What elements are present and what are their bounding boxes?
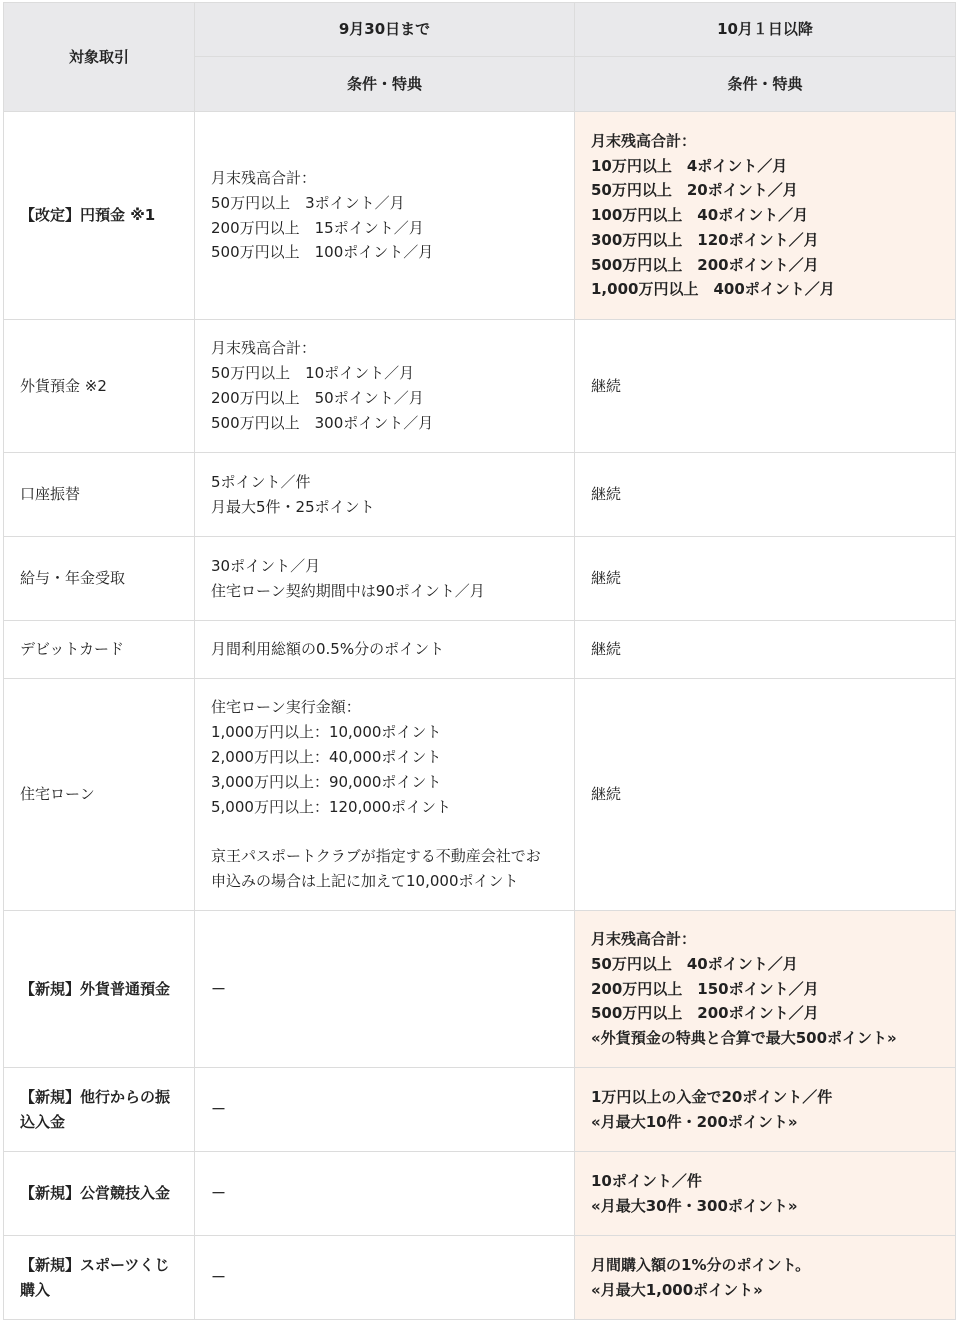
table-row [4,679,956,911]
table-row [4,1236,956,1320]
row-before-yen-deposit: 月末残高合計： 50万円以上 3ポイント／月 200万円以上 15ポイント／月 500万円以上 100ポイント／月 [195,112,575,320]
row-name-mortgage: 住宅ローン [4,679,195,911]
row-name-sports-lottery: 【新規】スポーツくじ 購入 [4,1236,195,1320]
row-after-fx-deposit: 継続 [575,320,956,453]
row-before-fx-deposit: 月末残高合計： 50万円以上 10ポイント／月 200万円以上 50ポイント／月 500万円以上 300ポイント／月 [195,320,575,453]
row-after-debit: 継続 [575,621,956,679]
row-before-mortgage: 住宅ローン実行金額： 1,000万円以上：10,000ポイント 2,000万円以上：40,000ポイント 3,000万円以上：90,000ポイント 5,000万円以上：120,000ポイント 京王パスポートクラブが指定する不動産会社でお 申込みの場合は上記に加えて10,000ポイント [195,679,575,911]
row-after-incoming-transfer: 1万円以上の入金で20ポイント／件 «月最大10件・200ポイント» [575,1068,956,1152]
row-name-incoming-transfer: 【新規】他行からの振 込入金 [4,1068,195,1152]
table-row [4,320,956,453]
header-cond-after: 条件・特典 [575,57,956,112]
row-name-yen-deposit: 【改定】円預金 ※1 [4,112,195,320]
table-row [4,911,956,1068]
row-name-public-race: 【新規】公営競技入金 [4,1152,195,1236]
row-name-debit: デビットカード [4,621,195,679]
row-before-public-race: － [195,1152,575,1236]
header-before: 9月30日まで [195,3,575,57]
row-after-transfer: 継続 [575,453,956,537]
row-after-yen-deposit: 月末残高合計： 10万円以上 4ポイント／月 50万円以上 20ポイント／月 100万円以上 40ポイント／月 300万円以上 120ポイント／月 500万円以上 200ポイント／月 1,000万円以上 400ポイント／月 [575,112,956,320]
row-before-fx-ordinary: － [195,911,575,1068]
row-before-sports-lottery: － [195,1236,575,1320]
header-target: 対象取引 [4,3,195,112]
header-after: 10月１日以降 [575,3,956,57]
row-after-salary: 継続 [575,537,956,621]
benefits-table [3,2,956,1320]
table-row [4,537,956,621]
header-cond-before: 条件・特典 [195,57,575,112]
row-before-salary: 30ポイント／月 住宅ローン契約期間中は90ポイント／月 [195,537,575,621]
mortgage-note: 京王パスポートクラブが指定する不動産会社でお [211,847,541,866]
table-row [4,1068,956,1152]
table-row [4,453,956,537]
row-name-fx-deposit: 外貨預金 ※2 [4,320,195,453]
table-row [4,1152,956,1236]
row-name-salary: 給与・年金受取 [4,537,195,621]
row-before-incoming-transfer: － [195,1068,575,1152]
row-after-public-race: 10ポイント／件 «月最大30件・300ポイント» [575,1152,956,1236]
row-before-debit: 月間利用総額の0.5%分のポイント [195,621,575,679]
row-before-transfer: 5ポイント／件 月最大5件・25ポイント [195,453,575,537]
row-after-mortgage: 継続 [575,679,956,911]
table-row [4,112,956,320]
row-name-fx-ordinary: 【新規】外貨普通預金 [4,911,195,1068]
row-after-sports-lottery: 月間購入額の1%分のポイント。 «月最大1,000ポイント» [575,1236,956,1320]
table-row [4,621,956,679]
row-after-fx-ordinary: 月末残高合計： 50万円以上 40ポイント／月 200万円以上 150ポイント／月 500万円以上 200ポイント／月 «外貨預金の特典と合算で最大500ポイント» [575,911,956,1068]
row-name-transfer: 口座振替 [4,453,195,537]
